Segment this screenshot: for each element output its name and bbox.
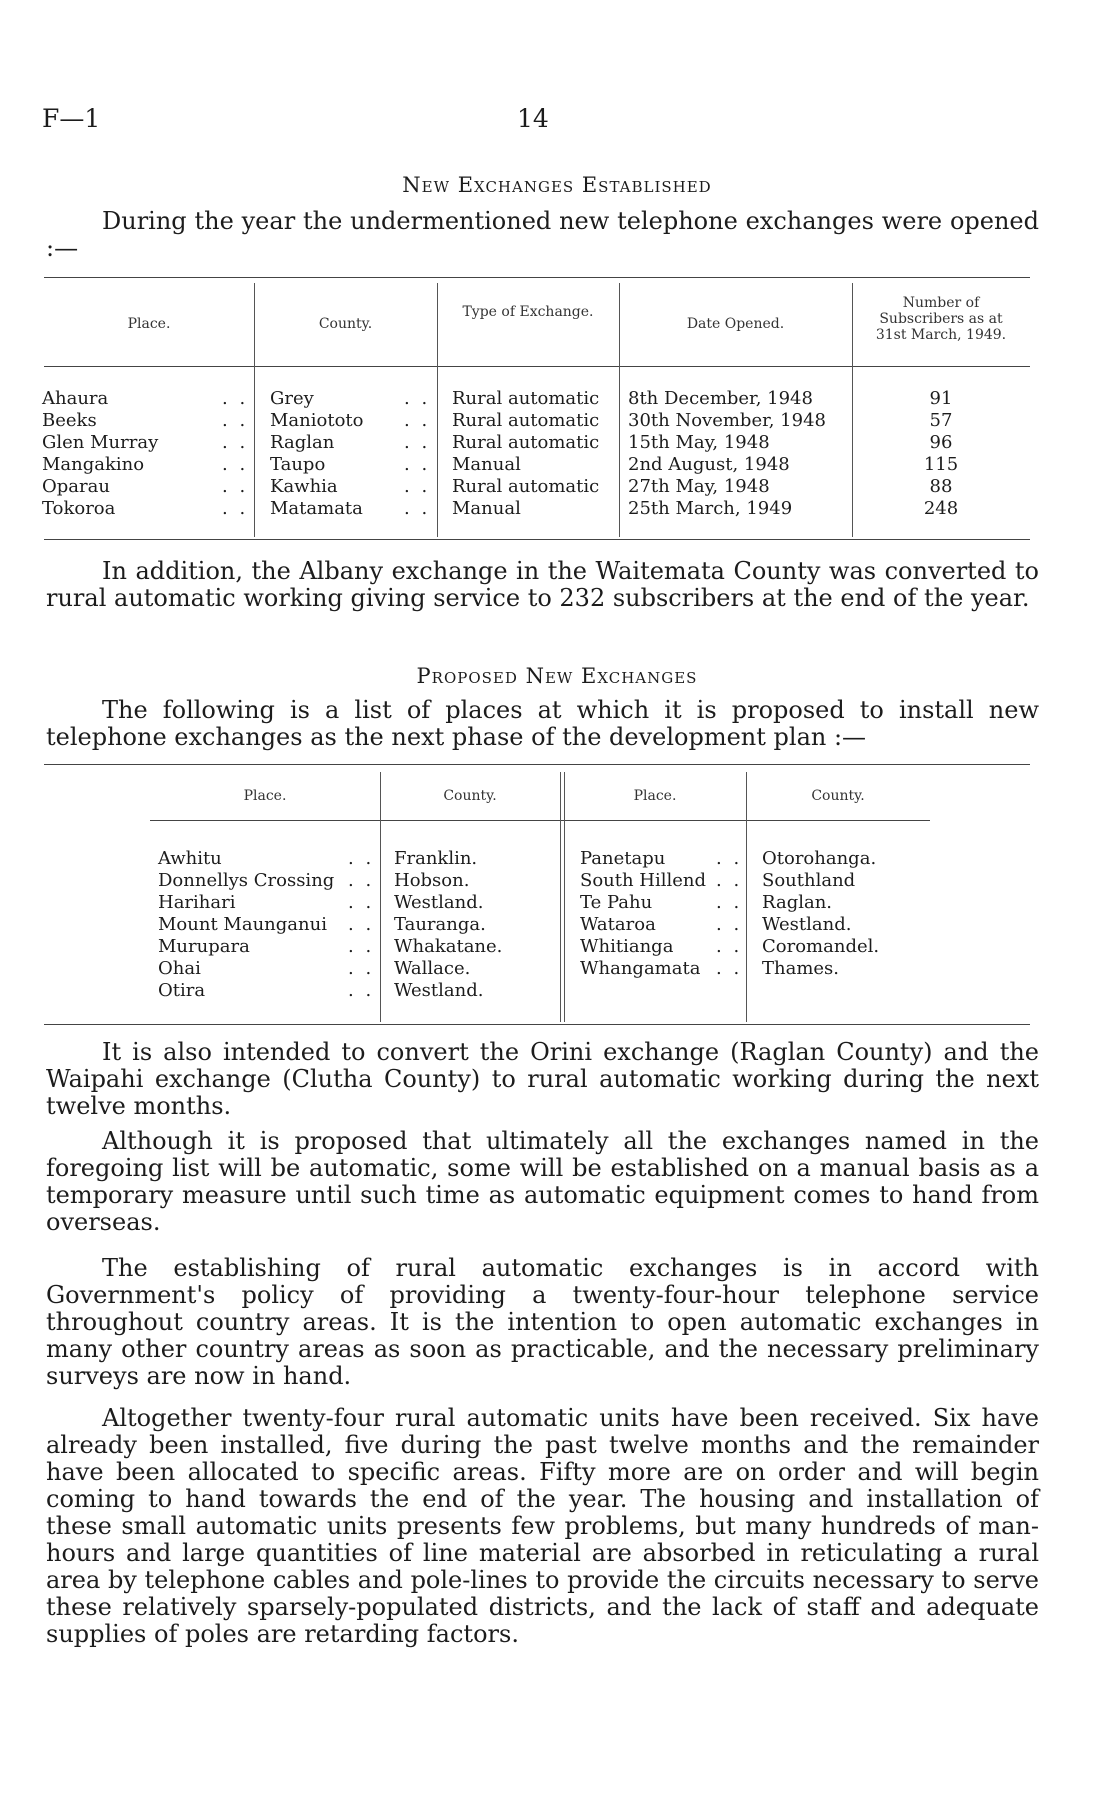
table1-subscribers-cell: 115 (923, 454, 959, 475)
table2-left-place-cell: Mount Maunganui (158, 914, 327, 935)
section1-after-paragraph: In addition, the Albany exchange in the Waitemata County was converted to rural automatic working giving service to 232 subscribers at the end of the year. (46, 557, 1039, 612)
page-header (42, 104, 1056, 136)
table2-right-county-cell: Coromandel. (762, 936, 880, 957)
table2-dots: . . (348, 892, 375, 913)
table2-dots: . . (348, 848, 375, 869)
table2-left-county-cell: Hobson. (394, 870, 470, 891)
table1-dots: . . (404, 476, 431, 497)
table2-left-place-cell: Awhitu (158, 848, 222, 869)
table1-place-cell: Oparau (42, 476, 110, 497)
table2-left-place-cell: Murupara (158, 936, 250, 957)
table2-dots: . . (348, 936, 375, 957)
table2-left-county-cell: Westland. (394, 980, 484, 1001)
table2-left-place-cell: Otira (158, 980, 206, 1001)
table1-date-cell: 27th May, 1948 (628, 476, 770, 497)
table2-header-rule (150, 820, 930, 821)
table1-header-rule (44, 366, 1030, 367)
table2-dots: . . (716, 892, 743, 913)
table1-divider (437, 283, 438, 537)
table2-right-place-cell: Panetapu (580, 848, 666, 869)
section-title-new-exchanges: New Exchanges Established (402, 173, 712, 197)
paragraph-orini-waipahi: It is also intended to convert the Orini exchange (Raglan County) and the Waipahi exchange (Clutha County) to rural automatic working during the next twelve months. (46, 1038, 1039, 1120)
table1-county-cell: Maniototo (270, 410, 364, 431)
table2-left-county-cell: Wallace. (394, 958, 471, 979)
table2-dots: . . (716, 936, 743, 957)
table2-dots: . . (348, 870, 375, 891)
table2-dots: . . (348, 914, 375, 935)
table1-place-cell: Mangakino (42, 454, 145, 475)
table1-dots: . . (404, 388, 431, 409)
table1-type-cell: Rural automatic (452, 432, 600, 453)
table1-type-cell: Rural automatic (452, 410, 600, 431)
section2-intro: The following is a list of places at which it is proposed to install new telephone exchanges as the next phase of the development plan :— (46, 696, 1039, 751)
table2-dots: . . (716, 848, 743, 869)
table1-dots: . . (222, 410, 249, 431)
table2-divider (380, 772, 381, 1022)
table1-date-cell: 15th May, 1948 (628, 432, 770, 453)
table1-date-cell: 8th December, 1948 (628, 388, 813, 409)
table1-type-cell: Rural automatic (452, 476, 600, 497)
table1-place-cell: Ahaura (42, 388, 109, 409)
table1-county-cell: Grey (270, 388, 314, 409)
table1-county-cell: Raglan (270, 432, 335, 453)
table2-dots: . . (716, 914, 743, 935)
table1-type-cell: Manual (452, 498, 521, 519)
table2-right-county-cell: Thames. (762, 958, 840, 979)
table2-right-place-cell: Whitianga (580, 936, 674, 957)
table1-bottom-rule (44, 539, 1030, 540)
table1-subscribers-cell: 91 (929, 388, 953, 409)
page-number: 14 (517, 104, 549, 133)
table1-date-cell: 2nd August, 1948 (628, 454, 790, 475)
table1-subscribers-cell: 96 (929, 432, 953, 453)
table2-left-place-cell: Harihari (158, 892, 236, 913)
table2-header-place-left: Place. (243, 788, 287, 804)
table2-left-county-cell: Tauranga. (394, 914, 486, 935)
table1-type-cell: Manual (452, 454, 521, 475)
table1-county-cell: Kawhia (270, 476, 338, 497)
table2-right-place-cell: Te Pahu (580, 892, 653, 913)
table2-divider (564, 772, 565, 1022)
table2-header-place-right: Place. (633, 788, 677, 804)
section-title-proposed-exchanges: Proposed New Exchanges (416, 664, 698, 688)
table2-header-county-left: County. (443, 788, 497, 804)
table2-right-place-cell: Wataroa (580, 914, 656, 935)
table2-dots: . . (716, 958, 743, 979)
paragraph-automatic-units: Altogether twenty-four rural automatic units have been received. Six have already been installed, five during the past twelve months and the remainder have been allocated to specific areas. Fifty more are on order and will begin coming to hand towards the end of the year. The housing and installation of these small automatic units presents few problems, but many hundreds of man-hours and large quantities of line material are absorbed in reticulating a rural area by telephone cables and pole-lines to provide the circuits necessary to serve these relatively sparsely-populated districts, and the lack of staff and adequate supplies of poles are retarding factors. (46, 1404, 1039, 1648)
table2-right-county-cell: Raglan. (762, 892, 833, 913)
table1-dots: . . (404, 454, 431, 475)
table1-dots: . . (222, 432, 249, 453)
table1-subscribers-cell: 88 (929, 476, 953, 497)
table1-date-cell: 25th March, 1949 (628, 498, 793, 519)
table1-dots: . . (404, 432, 431, 453)
table2-top-rule (44, 764, 1030, 765)
table2-bottom-rule (44, 1024, 1030, 1025)
table2-left-county-cell: Franklin. (394, 848, 478, 869)
table1-top-rule (44, 277, 1030, 278)
paragraph-government-policy: The establishing of rural automatic exchanges is in accord with Government's policy of providing a twenty-four-hour telephone service throughout country areas. It is the intention to open automatic exchanges in many other country areas as soon as practicable, and the necessary preliminary surveys are now in hand. (46, 1254, 1039, 1390)
table2-right-place-cell: Whangamata (580, 958, 701, 979)
table2-right-place-cell: South Hillend (580, 870, 707, 891)
table2-right-county-cell: Southland (762, 870, 856, 891)
table2-right-county-cell: Otorohanga. (762, 848, 877, 869)
table1-county-cell: Matamata (270, 498, 363, 519)
table1-dots: . . (404, 498, 431, 519)
table1-dots: . . (222, 454, 249, 475)
table1-header-type: Type of Exchange. (462, 304, 594, 320)
table2-dots: . . (348, 980, 375, 1001)
table1-type-cell: Rural automatic (452, 388, 600, 409)
table1-header-date: Date Opened. (686, 316, 785, 332)
table1-place-cell: Glen Murray (42, 432, 159, 453)
paragraph-manual-basis: Although it is proposed that ultimately all the exchanges named in the foregoing list will be automatic, some will be established on a manual basis as a temporary measure until such time as automatic equipment comes to hand from overseas. (46, 1127, 1039, 1236)
table1-header-subscribers: Number of Subscribers as at 31st March, 1949. (875, 295, 1007, 343)
table2-divider (560, 772, 561, 1022)
table1-dots: . . (222, 498, 249, 519)
table1-place-cell: Beeks (42, 410, 97, 431)
table1-header-place: Place. (127, 316, 171, 332)
table1-county-cell: Taupo (270, 454, 326, 475)
table2-left-county-cell: Whakatane. (394, 936, 503, 957)
table1-dots: . . (222, 476, 249, 497)
table1-dots: . . (222, 388, 249, 409)
table2-right-county-cell: Westland. (762, 914, 852, 935)
table1-subscribers-cell: 248 (923, 498, 959, 519)
table2-dots: . . (348, 958, 375, 979)
document-reference: F—1 (42, 104, 101, 133)
table2-left-county-cell: Westland. (394, 892, 484, 913)
table2-left-place-cell: Donnellys Crossing (158, 870, 335, 891)
table1-divider (852, 283, 853, 537)
table1-subscribers-cell: 57 (929, 410, 953, 431)
table1-dots: . . (404, 410, 431, 431)
table1-place-cell: Tokoroa (42, 498, 116, 519)
table1-date-cell: 30th November, 1948 (628, 410, 826, 431)
section1-intro: During the year the undermentioned new telephone exchanges were opened :— (46, 207, 1039, 262)
table2-header-county-right: County. (811, 788, 865, 804)
table2-dots: . . (716, 870, 743, 891)
table1-header-county: County. (318, 316, 373, 332)
table2-divider (746, 772, 747, 1022)
table2-left-place-cell: Ohai (158, 958, 201, 979)
